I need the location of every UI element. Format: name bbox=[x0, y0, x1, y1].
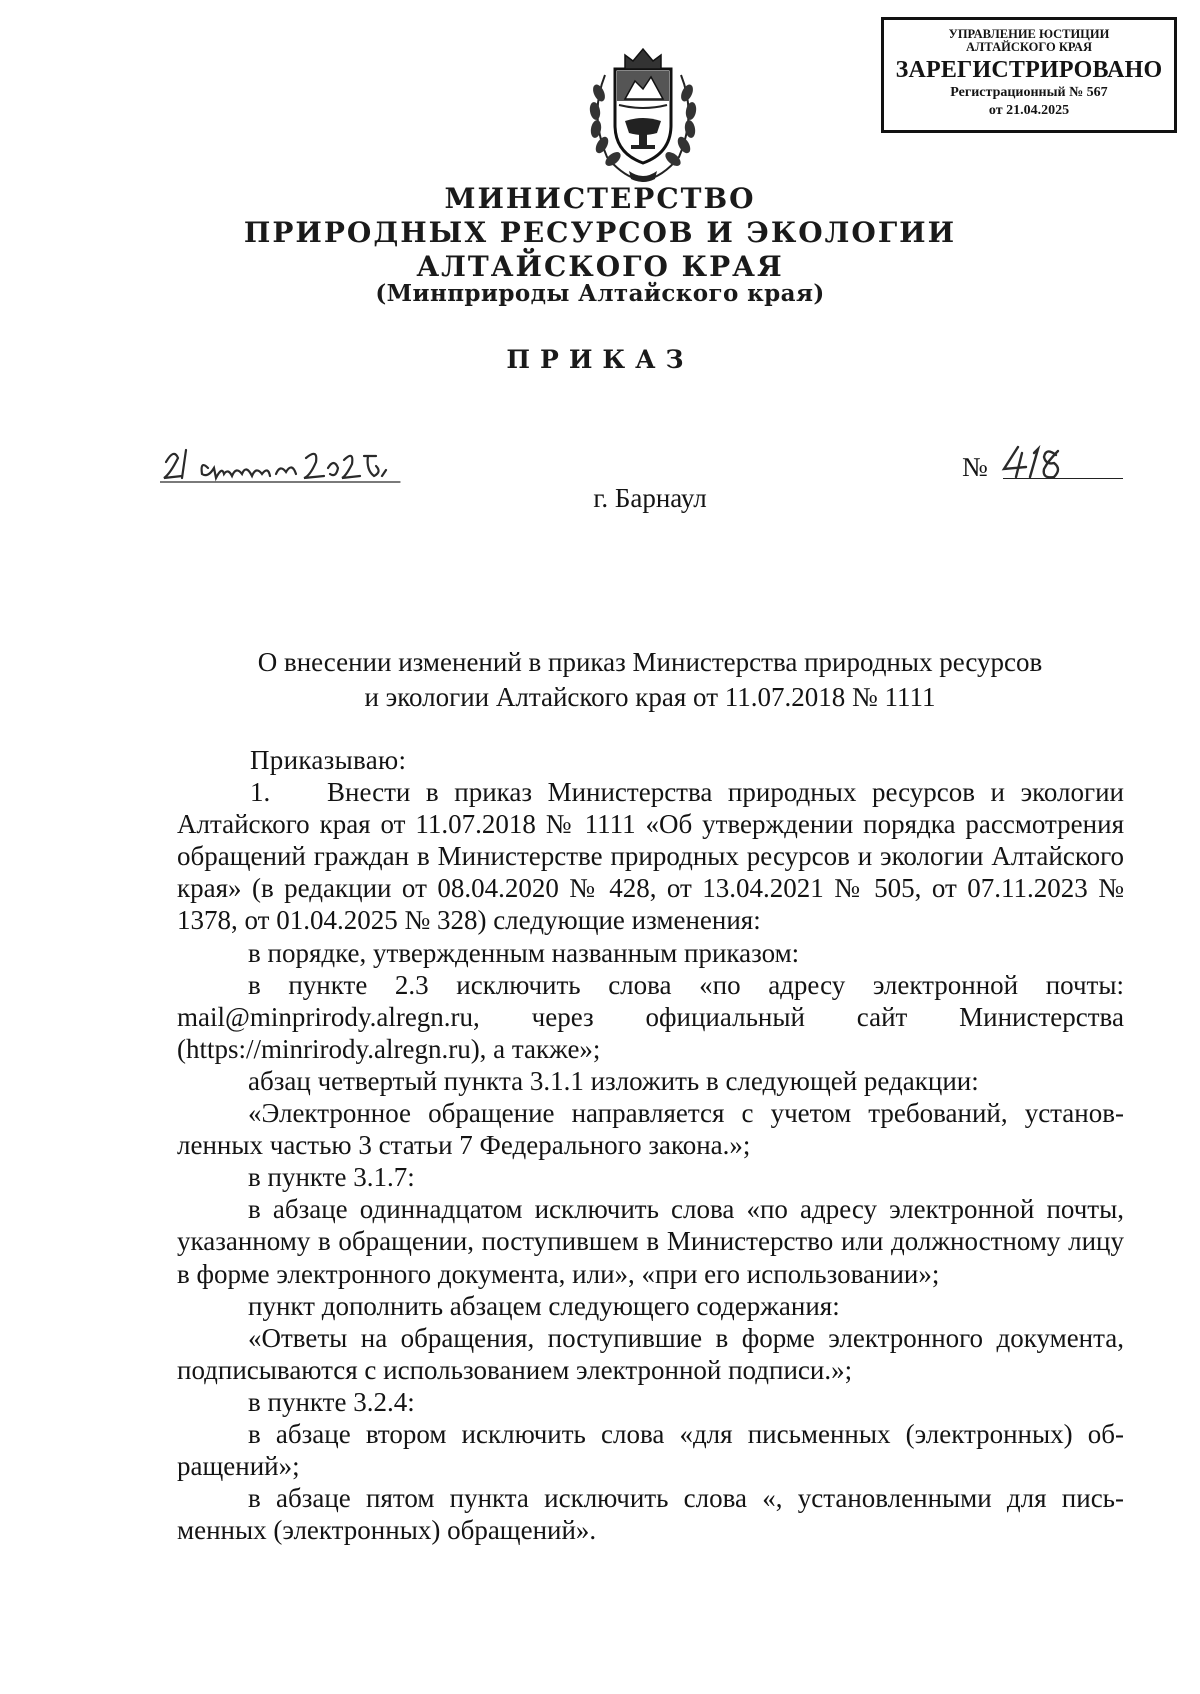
order-subject-line1: О внесении изменений в приказ Министерства природных ресурсов bbox=[257, 647, 1043, 677]
order-item-1-text: Внести в приказ Министерства природных ресурсов и экологии Алтайского края от 11.07.2018 № 1111 «Об утверждении порядка рассмотрения обращений граждан в Министерстве природных ресурсов и экологии Алтайского края» (в редакции от 08.04.2020 № 428, от 13.04.2021 № 505, от 07.11.2023 № 1378, от 01.04.2025 № 328) следующие изменения: bbox=[177, 777, 1124, 936]
paragraph-abzac-5: в абзаце пятом пункта исключить слова «, установленными для письменных (электронных) обращений». bbox=[177, 1483, 1124, 1546]
paragraph-quote-1: «Электронное обращение направляется с учетом требований, установленных частью 3 статьи 7 Федерального закона.»; bbox=[177, 1098, 1124, 1161]
word-official: официальный bbox=[645, 1001, 805, 1032]
ministry-title-line3: АЛТАЙСКОГО КРАЯ bbox=[416, 250, 784, 283]
order-subject bbox=[0, 645, 1200, 715]
order-number-underline bbox=[1003, 478, 1123, 479]
word-site: сайт bbox=[856, 1001, 908, 1032]
handwritten-date-signature bbox=[160, 438, 430, 484]
paragraph-2-3: в пункте 2.3 исключить слова «по адресу электронной почты: bbox=[248, 969, 1124, 1000]
coat-of-arms-emblem bbox=[585, 45, 701, 185]
order-item-1 bbox=[177, 776, 1124, 936]
paragraph-procedure: в порядке, утвержденным названным приказом: bbox=[248, 937, 800, 968]
stamp-org-line1: УПРАВЛЕНИЕ ЮСТИЦИИ bbox=[948, 27, 1110, 41]
paragraph-3-2-4: в пункте 3.2.4: bbox=[248, 1386, 415, 1417]
handwritten-order-number bbox=[960, 443, 1130, 483]
email-address: mail@minprirody.alregn.ru, bbox=[177, 1001, 480, 1032]
order-directive: Приказываю: bbox=[250, 745, 407, 775]
paragraph-2-3-tail: (https://minrirody.alregn.ru), а также»; bbox=[177, 1033, 601, 1064]
paragraph-3-1-7: в пункте 3.1.7: bbox=[248, 1162, 415, 1193]
word-ministry: Министерства bbox=[959, 1001, 1124, 1032]
paragraph-abzac-2: в абзаце втором исключить слова «для письменных (электронных) обращений»; bbox=[177, 1418, 1124, 1482]
order-subject-line2: и экологии Алтайского края от 11.07.2018 № 1111 bbox=[364, 682, 936, 712]
order-item-1-number: 1. bbox=[250, 777, 271, 808]
city: г. Барнаул bbox=[593, 483, 707, 513]
registration-stamp bbox=[881, 17, 1177, 133]
stamp-status: ЗАРЕГИСТРИРОВАНО bbox=[895, 57, 1163, 83]
stamp-org-line2: АЛТАЙСКОГО КРАЯ bbox=[966, 39, 1092, 54]
paragraph-3-1-1: абзац четвертый пункта 3.1.1 изложить в следующей редакции: bbox=[248, 1065, 979, 1096]
paragraph-add: пункт дополнить абзацем следующего содержания: bbox=[248, 1290, 840, 1321]
order-body bbox=[177, 744, 1124, 1546]
word-through: через bbox=[531, 1001, 594, 1032]
order-number-label: № bbox=[962, 452, 988, 482]
paragraph-abzac-11: в абзаце одиннадцатом исключить слова «по адресу электронной почты, указанному в обращении, поступившем в Министерство или должностному лицу в форме электронного документа, или», «при его использовании»; bbox=[177, 1194, 1124, 1289]
paragraph-2-3-urls bbox=[177, 1001, 1124, 1033]
ministry-title-line2: ПРИРОДНЫХ РЕСУРСОВ И ЭКОЛОГИИ bbox=[243, 216, 957, 249]
stamp-reg-date: от 21.04.2025 bbox=[988, 103, 1070, 118]
ministry-title-line1: МИНИСТЕРСТВО bbox=[444, 182, 756, 215]
paragraph-quote-2: «Ответы на обращения, поступившие в форме электронного документа, подписываются с использованием электронной подписи.»; bbox=[177, 1322, 1124, 1385]
ministry-title bbox=[0, 182, 1200, 284]
stamp-reg-number: Регистрационный № 567 bbox=[950, 85, 1108, 100]
ministry-short-name: (Минприроды Алтайского края) bbox=[375, 280, 825, 307]
document-type: ПРИКАЗ bbox=[506, 345, 694, 374]
